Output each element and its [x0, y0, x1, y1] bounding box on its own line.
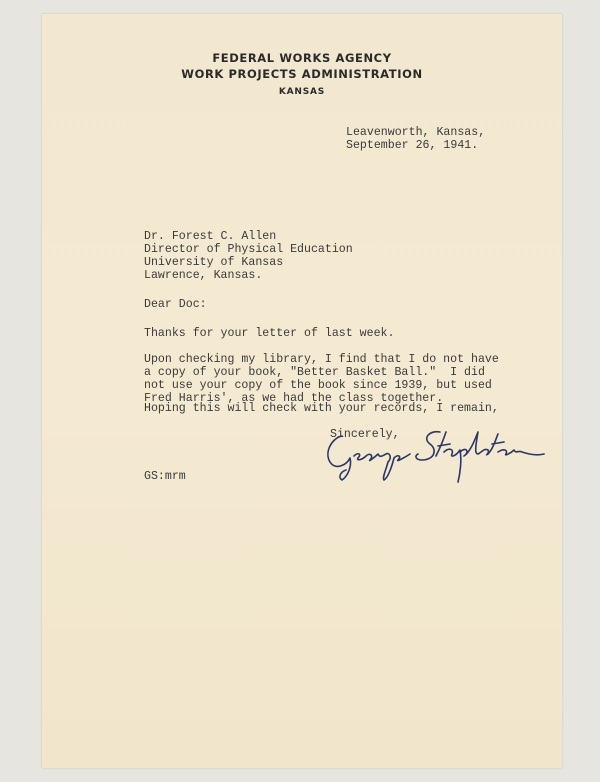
recipient-city: Lawrence, Kansas.	[144, 269, 263, 282]
recipient-address	[144, 230, 353, 282]
typist-initials: GS:mrm	[144, 470, 186, 483]
body-paragraph-2-line: a copy of your book, "Better Basket Ball." I did	[144, 366, 485, 379]
body-paragraph-2-line: Fred Harris', as we had the class together.	[144, 392, 444, 405]
recipient-institution: University of Kansas	[144, 256, 284, 269]
letterhead-state: KANSAS	[278, 87, 326, 97]
letterhead-administration: WORK PROJECTS ADMINISTRATION	[181, 67, 423, 81]
date-place: Leavenworth, Kansas,	[346, 126, 486, 139]
closing: Sincerely,	[330, 428, 400, 441]
recipient-title: Director of Physical Education	[144, 243, 353, 256]
date-line: September 26, 1941.	[346, 139, 479, 152]
body-paragraph-2-line: not use your copy of the book since 1939, but used	[144, 379, 492, 392]
body-paragraph-2-line: Upon checking my library, I find that I do not have	[144, 353, 499, 366]
letter-sheet	[42, 14, 562, 768]
date-block	[346, 126, 485, 152]
body-paragraph-1: Thanks for your letter of last week.	[144, 327, 395, 340]
body-paragraph-2	[144, 353, 499, 405]
salutation: Dear Doc:	[144, 298, 207, 311]
handwritten-signature	[318, 418, 548, 508]
letterhead	[42, 50, 562, 101]
recipient-name: Dr. Forest C. Allen	[144, 230, 277, 243]
letterhead-agency: FEDERAL WORKS AGENCY	[212, 51, 392, 65]
body-paragraph-3: Hoping this will check with your records, I remain,	[144, 402, 499, 415]
